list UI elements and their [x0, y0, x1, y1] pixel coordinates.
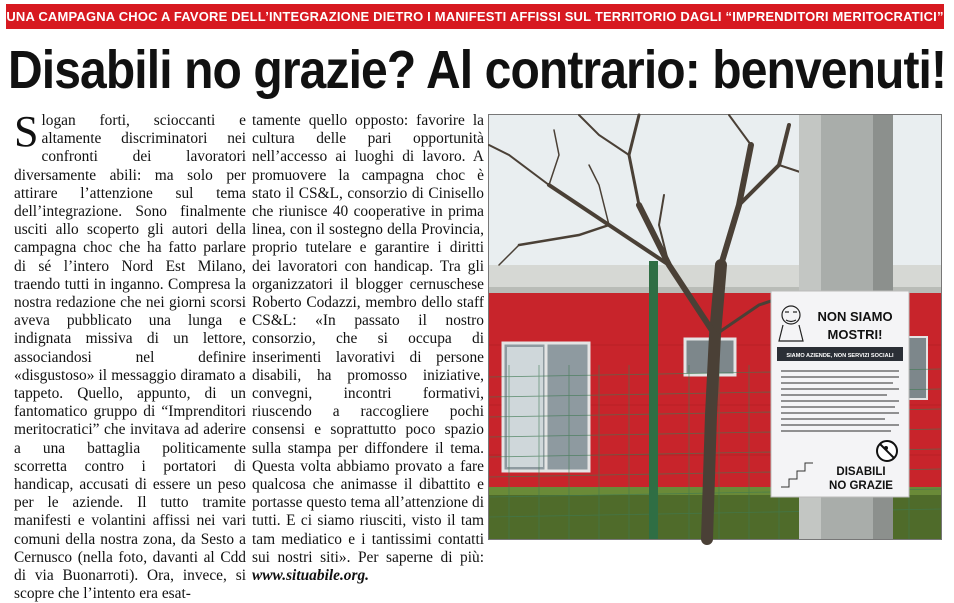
no-wheelchair-icon: [877, 441, 897, 461]
poster-title-line-2: MOSTRI!: [827, 327, 883, 342]
article-text-col1: logan forti, scioccanti e altamente discriminatori nei confronti dei lavoratori diversamente abili: ma solo per attirare l’attenzione sul tema dell’integrazione. Sono finalmente usciti allo scoperto gli autori della campagna choc che ha fatto parlare di sé l’intero Nord Est Milano, traendo tutti in inganno. Compresa la nostra redazione che nei giorni scorsi aveva pubblicato una lunga e indignata missiva di un lettore, associandosi nel definire «disgustoso» il messaggio diramato a tappeto. Quello, appunto, di un fantomatico gruppo di “Imprenditori meritocratici” che invitava ad aderire a una battaglia politicamente scorretta contro i portatori di handicap, accusati di essere un peso per le aziende. Il tutto tramite manifesti e volantini affissi nei vari comuni della nostra zona, da Sesto a Cernusco (nella foto, davanti al Cdd di via Buonarroti). Ora, invece, si scopre che l’intento era esat-: [14, 112, 246, 603]
drop-cap: S: [14, 107, 39, 156]
article-text-col2: tamente quello opposto: favorire la cultura delle pari opportunità nell’accesso ai luoghi di lavoro. A promuovere la campagna choc è stato il CS&L, consorzio di Cinisello che riunisce 40 cooperative in prima linea, con il sostegno della Provincia, proprio tutelare e garantire i diritti dei lavoratori con handicap. Tra gli organizzatori il blogger cernuschese Roberto Codazzi, membro dello staff CS&L: «In passato il nostro consorzio, che si occupa di inserimenti lavorativi di persone disabili, ha promosso iniziative, convegni, incontri formativi, riuscendo a raccogliere pochi consensi e soprattutto poco spazio sulla stampa per diffondere il tema. Questa volta abbiamo provato a fare qualcosa che animasse il dibattito e portasse questo tema all’attenzione di tutti. E ci siamo riusciti, visto il tam tam mediatico e i tantissimi contatti sui nostri siti». Per saperne di più:: [252, 112, 484, 566]
poster: [771, 291, 909, 497]
fence-post: [649, 261, 658, 539]
poster-bottom-line-2: NO GRAZIE: [829, 480, 893, 492]
article-column-1: [14, 107, 246, 603]
news-photo: [488, 114, 942, 540]
poster-bottom-line-1: DISABILI: [836, 466, 886, 478]
article-column-2: [252, 112, 484, 585]
headline: Disabili no grazie? Al contrario: benvenuti!: [8, 40, 947, 100]
website-link[interactable]: www.situabile.org.: [252, 567, 370, 585]
poster-banner-text: SIAMO AZIENDE, NON SERVIZI SOCIALI: [786, 353, 894, 359]
kicker-banner: UNA CAMPAGNA CHOC A FAVORE DELL’INTEGRAZIONE DIETRO I MANIFESTI AFFISSI SUL TERRITORIO DAGLI “IMPRENDITORI MERITOCRATICI”: [6, 4, 944, 29]
poster-title-line-1: NON SIAMO: [817, 309, 893, 324]
